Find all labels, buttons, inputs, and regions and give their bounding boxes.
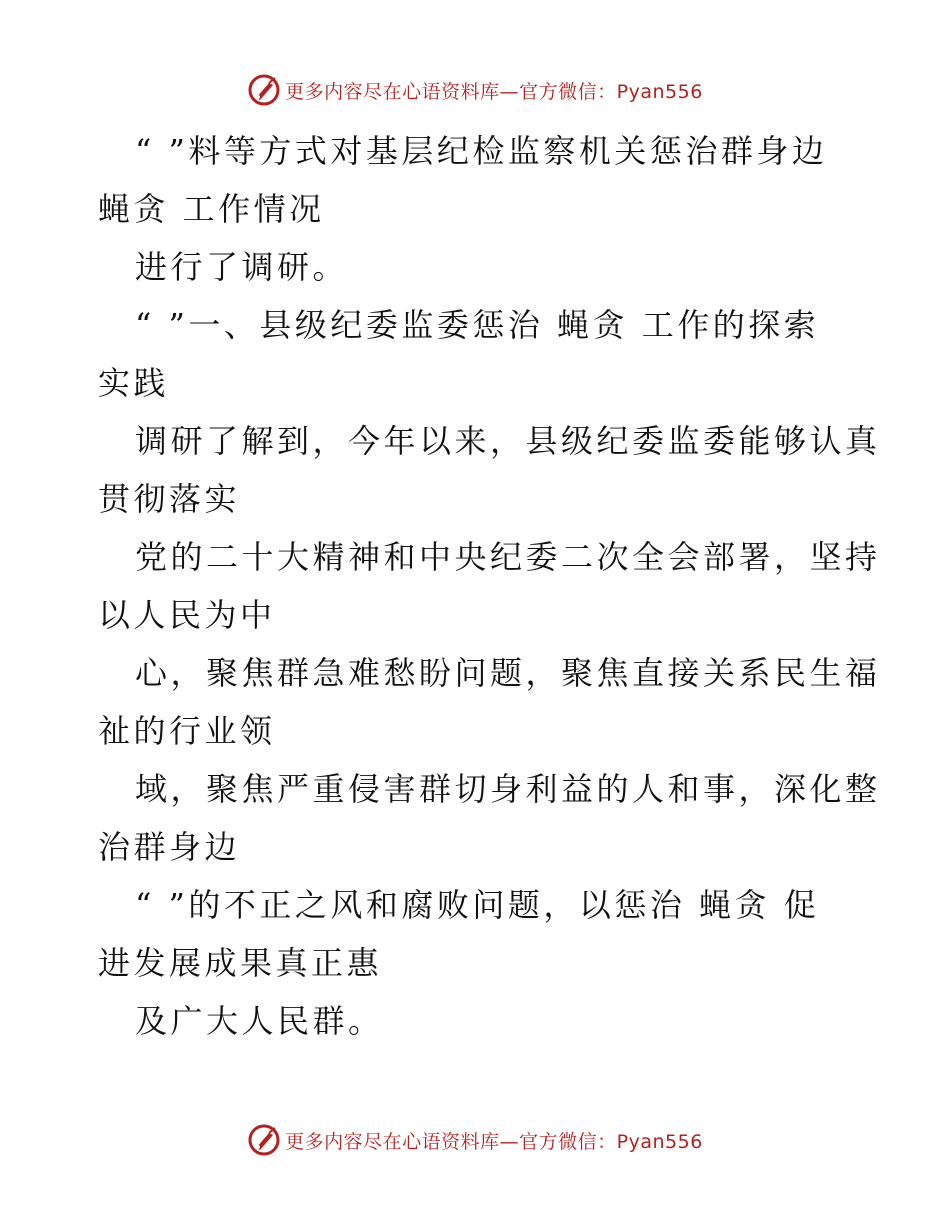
paragraph-line: “ ”料等方式对基层纪检监察机关惩治群身边 <box>135 132 828 170</box>
paragraph-line: 调研了解到，今年以来，县级纪委监委能够认真 <box>135 422 881 460</box>
quill-pen-logo-icon <box>247 73 281 107</box>
paragraph-line: 蝇贪 工作情况 <box>98 190 325 228</box>
paragraph-line: 心，聚焦群急难愁盼问题，聚焦直接关系民生福 <box>135 654 881 692</box>
paragraph-line: 祉的行业领 <box>98 712 276 750</box>
quill-pen-logo-icon <box>247 1123 281 1157</box>
paragraph-line: 及广大人民群。 <box>135 1002 384 1040</box>
footer-banner <box>0 1120 950 1160</box>
paragraph-line: 贯彻落实 <box>98 480 241 518</box>
paragraph-line: 进行了调研。 <box>135 248 349 286</box>
paragraph-line: 实践 <box>98 364 170 402</box>
header-banner <box>0 70 950 110</box>
document-body <box>98 122 881 1050</box>
banner-text: 更多内容尽在心语资料库—官方微信：Pyan556 <box>285 80 703 103</box>
paragraph-line: 域，聚焦严重侵害群切身利益的人和事，深化整 <box>135 770 881 808</box>
paragraph-line: 以人民为中 <box>98 596 276 634</box>
paragraph-line: 进发展成果真正惠 <box>98 944 383 982</box>
paragraph-line: 治群身边 <box>98 828 241 866</box>
paragraph-line: 党的二十大精神和中央纪委二次全会部署，坚持 <box>135 538 881 576</box>
paragraph-line: “ ”一、县级纪委监委惩治 蝇贪 工作的探索 <box>135 306 820 344</box>
paragraph-line: “ ”的不正之风和腐败问题，以惩治 蝇贪 促 <box>135 886 820 924</box>
banner-text: 更多内容尽在心语资料库—官方微信：Pyan556 <box>285 1130 703 1153</box>
